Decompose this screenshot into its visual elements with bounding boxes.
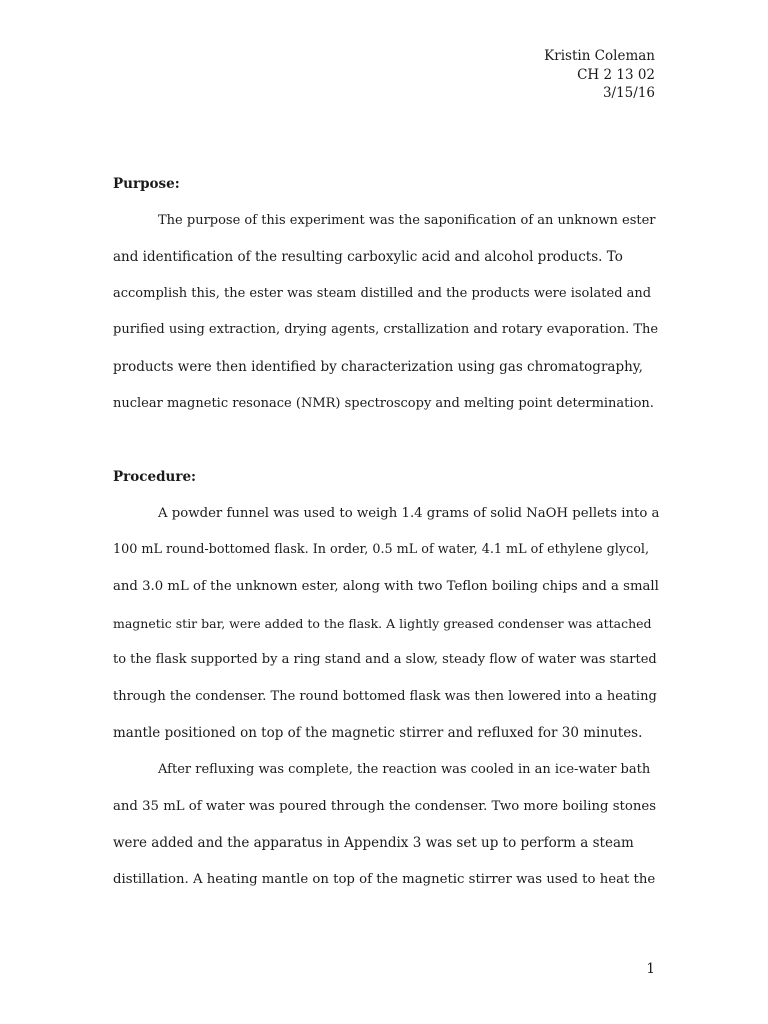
- paragraph-line: 100 mL round-bottomed flask. In order, 0.5 mL of water, 4.1 mL of ethylene glycol,: [113, 542, 649, 558]
- paragraph-line: and 3.0 mL of the unknown ester, along with two Teflon boiling chips and a small: [113, 578, 659, 594]
- page-number: 1: [646, 961, 655, 977]
- paragraph-line: were added and the apparatus in Appendix 3 was set up to perform a steam: [113, 835, 634, 852]
- paragraph-line: A powder funnel was used to weigh 1.4 grams of solid NaOH pellets into a: [158, 505, 660, 521]
- paragraph-line: to the flask supported by a ring stand and a slow, steady flow of water was started: [113, 652, 657, 668]
- report-date: 3/15/16: [602, 85, 655, 101]
- procedure-paragraph-2: [113, 759, 658, 905]
- paragraph-line: accomplish this, the ester was steam distilled and the products were isolated and: [113, 285, 652, 301]
- procedure-paragraph-1: [113, 503, 658, 759]
- paragraph-line: distillation. A heating mantle on top of the magnetic stirrer was used to heat the: [113, 871, 656, 887]
- purpose-paragraph: [113, 210, 658, 430]
- paragraph-line: After refluxing was complete, the reaction was cooled in an ice-water bath: [158, 761, 651, 777]
- paragraph-line: and 35 mL of water was poured through the condenser. Two more boiling stones: [113, 798, 657, 814]
- paragraph-line: purified using extraction, drying agents, crstallization and rotary evaporation. The: [113, 322, 659, 338]
- paragraph-line: mantle positioned on top of the magnetic stirrer and refluxed for 30 minutes.: [113, 725, 643, 742]
- paragraph-line: nuclear magnetic resonace (NMR) spectroscopy and melting point determination.: [113, 395, 654, 411]
- paragraph-line: products were then identified by characterization using gas chromatography,: [113, 358, 643, 375]
- purpose-heading: Purpose:: [113, 176, 180, 192]
- report-body: [113, 173, 658, 905]
- course-code: CH 2 13 02: [577, 66, 655, 83]
- paragraph-line: through the condenser. The round bottomed flask was then lowered into a heating: [113, 688, 657, 704]
- paragraph-line: The purpose of this experiment was the saponification of an unknown ester: [158, 212, 656, 228]
- paragraph-line: and identification of the resulting carboxylic acid and alcohol products. To: [113, 249, 623, 266]
- section-spacer: [113, 429, 658, 466]
- author-name: Kristin Coleman: [544, 48, 655, 64]
- paragraph-line: magnetic stir bar, were added to the flask. A lightly greased condenser was attached: [113, 615, 652, 631]
- document-header: [544, 47, 655, 103]
- procedure-heading: Procedure:: [113, 469, 197, 486]
